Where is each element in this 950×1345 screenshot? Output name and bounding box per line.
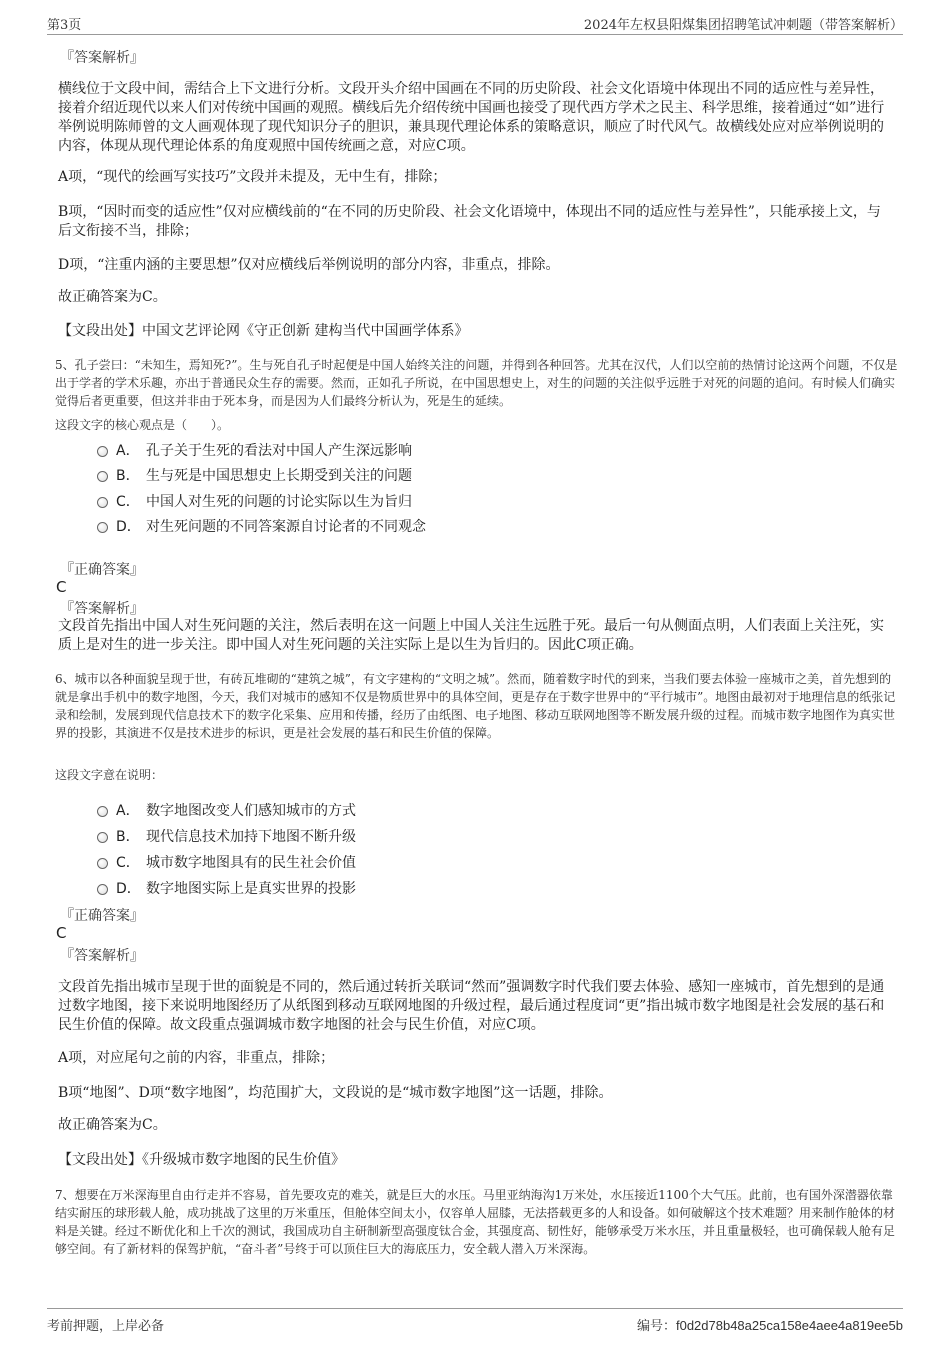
- question-6-option-c[interactable]: C． 城市数字地图具有的民生社会价值: [97, 852, 356, 872]
- question-7-stem: 7、想要在万米深海里自由行走并不容易，首先要攻克的难关，就是巨大的水压。马里亚纳海沟1万米处，水压接近1100个大气压。此前，也有国外深潜器依靠结实耐压的球形载人舱，成功挑战了这里的万米重压，但舱体空间太小，仅容单人屈膝，无法搭载更多的人和设备。如何破解这个技术难题？用来制作舱体的材料是关键。经过不断优化和上千次的测试，我国成功自主研制新型高强度钛合金，其强度高、韧性好，能够承受万米水压，并且重量极轻，也可确保载人舱有足够空间。有了新材料的保驾护航，“奋斗者”号终于可以顶住巨大的海底压力，安全载人潜入万米深海。: [55, 1188, 896, 1256]
- code-value: f0d2d78b48a25ca158e4aee4a819ee5b: [675, 1318, 903, 1333]
- question-5-option-c[interactable]: C． 中国人对生死的问题的讨论实际以生为旨归: [97, 491, 412, 511]
- question-5-prompt: 这段文字的核心观点是（ ）。: [55, 418, 230, 432]
- option-a-analysis: A项，对应尾句之前的内容，非重点，排除；: [58, 1050, 335, 1066]
- source-citation: 【文段出处】中国文艺评论网《守正创新 建构当代中国画学体系》: [58, 323, 469, 339]
- question-5-stem: 5、孔子尝曰：“未知生，焉知死?”。生与死自孔子时起便是中国人始终关注的问题，并得到各种回答。尤其在汉代，人们以空前的热情讨论这两个问题，不仅是出于学者的学术乐趣，亦出于普通民众生存的需要。然而，正如孔子所说，在中国思想史上，对生的问题的关注似乎远胜于对死的问题的追问。有时候人们确实觉得后者更重要，但这并非由于死本身，而是因为人们最终分析认为，死是生的延续。: [55, 358, 898, 408]
- correct-answer: C: [56, 578, 67, 596]
- correct-answer-label: 『正确答案』: [60, 908, 144, 924]
- analysis-label: 『答案解析』: [60, 948, 144, 964]
- question-6-option-d[interactable]: D． 数字地图实际上是真实世界的投影: [97, 878, 356, 898]
- analysis-label: 『答案解析』: [60, 601, 144, 617]
- radio-icon[interactable]: [97, 858, 108, 869]
- question-5-option-d[interactable]: D． 对生死问题的不同答案源自讨论者的不同观念: [97, 516, 426, 536]
- analysis-paragraph: 横线位于文段中间，需结合上下文进行分析。文段开头介绍中国画在不同的历史阶段、社会文化语境中体现出不同的适应性与差异性，接着介绍近现代以来人们对传统中国画的观照。横线后先介绍传统中国画也接受了现代西方学术之民主、科学思维，接着通过“如”进行举例说明陈师曾的文人画观体现了现代知识分子的胆识，兼具现代理论体系的策略意识，顺应了时代风气。故横线处应对应举例说明的内容，体现从现代理论体系的角度观照中国传统画之意，对应C项。: [58, 81, 885, 154]
- question-6-prompt: 这段文字意在说明：: [55, 768, 164, 782]
- analysis-label: 『答案解析』: [60, 50, 144, 66]
- question-6-option-a[interactable]: A． 数字地图改变人们感知城市的方式: [97, 800, 356, 820]
- question-6-stem: 6、城市以各种面貌呈现于世，有砖瓦堆砌的“建筑之城”，有文字建构的“文明之城”。然而，随着数字时代的到来，当我们要去体验一座城市之美，首先想到的就是拿出手机中的数字地图，今天，我们对城市的感知不仅是物质世界中的具体空间，更是存在于数字世界中的“平行城市”。地图由最初对于地理信息的纸张记录和绘制，发展到现代信息技术下的数字化采集、应用和传播，经历了由纸图、电子地图、移动互联网地图等不断发展升级的过程。而城市数字地图作为真实世界的投影，其演进不仅是技术进步的标识，更是社会发展的基石和民生价值的保障。: [55, 672, 896, 740]
- conclusion: 故正确答案为C。: [58, 1117, 167, 1133]
- radio-icon[interactable]: [97, 884, 108, 895]
- question-5-option-a[interactable]: A． 孔子关于生死的看法对中国人产生深远影响: [97, 440, 412, 460]
- option-b-analysis: B项，“因时而变的适应性”仅对应横线前的“在不同的历史阶段、社会文化语境中，体现出不同的适应性与差异性”，只能承接上文，与后文衔接不当，排除；: [58, 204, 881, 239]
- option-bd-analysis: B项“地图”、D项“数字地图”，均范围扩大，文段说的是“城市数字地图”这一话题，排除。: [58, 1085, 613, 1101]
- page-footer: [47, 1308, 903, 1337]
- page-number: 第3页: [47, 18, 82, 33]
- radio-icon[interactable]: [97, 806, 108, 817]
- radio-icon[interactable]: [97, 522, 108, 533]
- question-6-option-b[interactable]: B． 现代信息技术加持下地图不断升级: [97, 826, 356, 846]
- code-label: 编号：: [636, 1319, 676, 1334]
- correct-answer: C: [56, 924, 67, 942]
- conclusion: 故正确答案为C。: [58, 289, 167, 305]
- analysis-paragraph: 文段首先指出中国人对生死问题的关注，然后表明在这一问题上中国人关注生远胜于死。最后一句从侧面点明，人们表面上关注死，实质上是对生的进一步关注。即中国人对生死问题的关注实际上是以生为旨归的。因此C项正确。: [58, 618, 884, 653]
- radio-icon[interactable]: [97, 832, 108, 843]
- option-a-analysis: A项，“现代的绘画写实技巧”文段并未提及，无中生有，排除；: [58, 169, 447, 185]
- page-header: [47, 14, 903, 35]
- analysis-paragraph: 文段首先指出城市呈现于世的面貌是不同的，然后通过转折关联词“然而”强调数字时代我们要去体验、感知一座城市，首先想到的是通过数字地图，接下来说明地图经历了从纸图到移动互联网地图的升级过程，最后通过程度词“更”指出城市数字地图是社会发展的基石和民生价值的保障。故文段重点强调城市数字地图的社会与民生价值，对应C项。: [58, 979, 885, 1033]
- document-title: 2024年左权县阳煤集团招聘笔试冲刺题（带答案解析）: [583, 18, 903, 33]
- option-d-analysis: D项，“注重内涵的主要思想”仅对应横线后举例说明的部分内容，非重点，排除。: [58, 257, 560, 273]
- radio-icon[interactable]: [97, 446, 108, 457]
- radio-icon[interactable]: [97, 497, 108, 508]
- question-5-option-b[interactable]: B． 生与死是中国思想史上长期受到关注的问题: [97, 465, 412, 485]
- radio-icon[interactable]: [97, 471, 108, 482]
- document-code: [637, 1315, 903, 1334]
- correct-answer-label: 『正确答案』: [60, 562, 144, 578]
- footer-slogan: 考前押题，上岸必备: [47, 1319, 165, 1334]
- source-citation: 【文段出处】《升级城市数字地图的民生价值》: [58, 1152, 345, 1168]
